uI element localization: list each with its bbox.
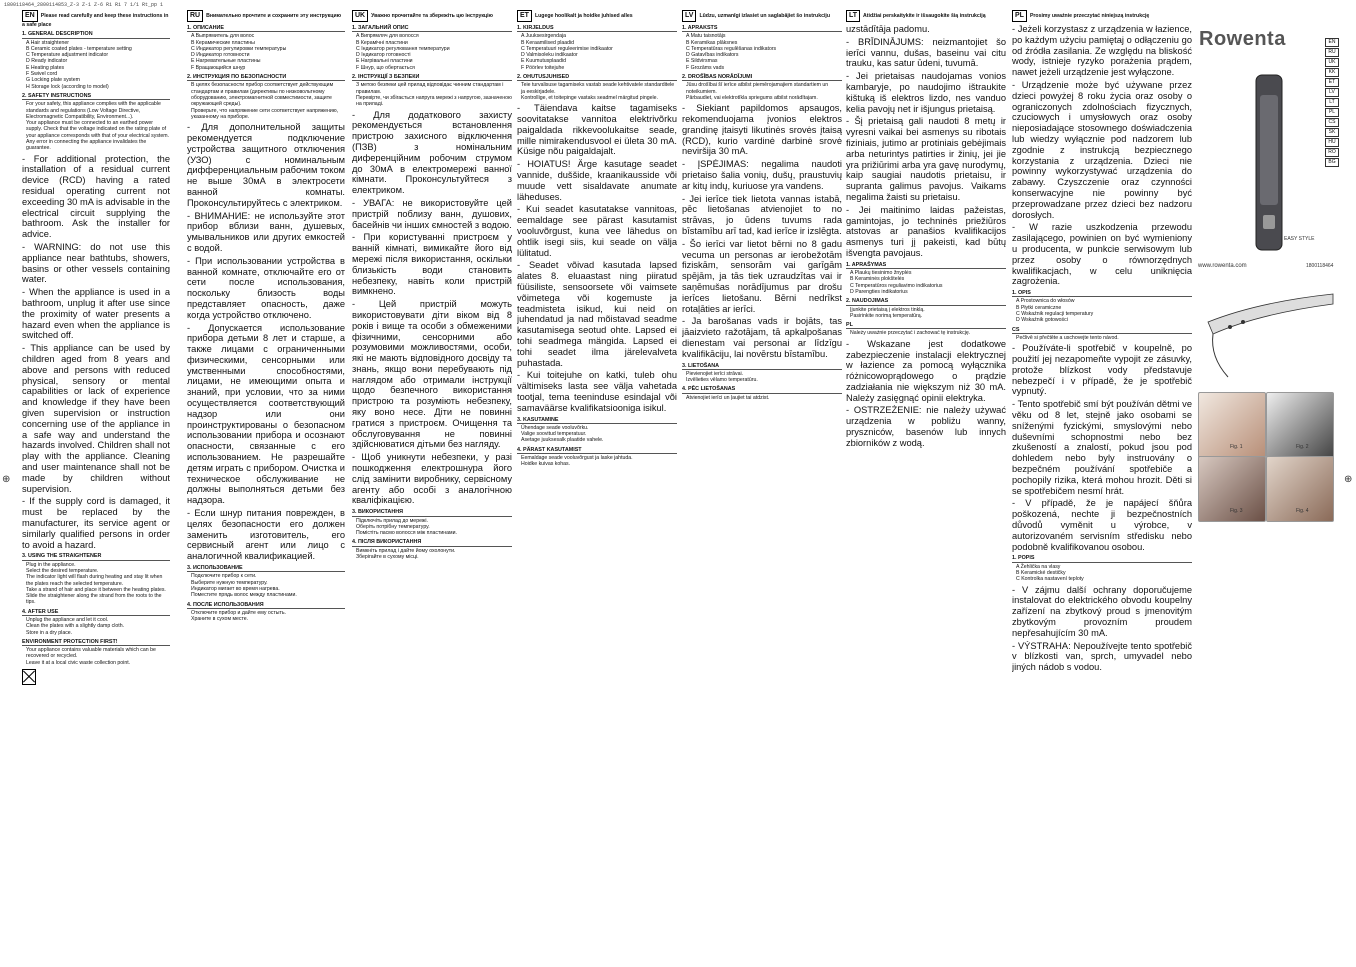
list-item: E Sildvirsmas	[686, 58, 718, 65]
safety-paragraph: - For additional protection, the installation of a residual current device (RCD) having a rated residual operating current not exceeding 30 mA is advisable in the electrical circuit supplying the bathroom. Ask the installer for advice.	[22, 153, 170, 240]
list-item: C Индикатор регулировки температуры	[191, 45, 287, 52]
language-list	[1325, 38, 1339, 168]
section-list	[846, 307, 1006, 320]
section-heading: 2. DROŠĪBAS NORĀDĪJUMI	[682, 74, 842, 81]
section-list	[1012, 298, 1192, 323]
column-title: Lugege hoolikalt ja hoidke juhised alles	[534, 13, 633, 19]
list-item: Вимкніть прилад і дайте йому охолонути.	[356, 547, 456, 554]
list-item: Select the desired temperature.	[26, 567, 99, 574]
safety-paragraph: - HOIATUS! Ärge kasutage seadet vannide, duššide, kraanikausside või muude vett sisaldavate anumate läheduses.	[517, 159, 677, 202]
safety-paragraph: - Jei prietaisas naudojamas vonios kambaryje, po naudojimo ištraukite kištuką iš elektros lizdo, nes vanduo kelia pavojų net ir išjungus prietaisą.	[846, 71, 1006, 114]
list-item: Оберіть потрібну температуру.	[356, 523, 430, 530]
list-item: F Шнур, що обертається	[356, 64, 415, 71]
section-list	[846, 330, 1006, 336]
section-heading: 2. OHUTUSJUHISED	[517, 74, 677, 81]
list-item: Зберігайте в сухому місці.	[356, 554, 419, 561]
list-item: E Нагревательные пластины	[191, 58, 261, 65]
section-heading: 1. ОПИСАНИЕ	[187, 25, 345, 32]
section-heading: CS	[1012, 327, 1192, 334]
product-image	[1196, 55, 1321, 255]
list-item: A Matu taisnotājs	[686, 33, 726, 40]
list-item: З метою безпеки цей прилад відповідає чинним стандартам і правилам.	[356, 82, 504, 95]
list-item: E Heating plates	[26, 64, 65, 71]
language-code: LT	[846, 10, 860, 22]
list-item: F Вращающийся шнур	[191, 64, 246, 71]
list-item: Eemaldage seade vooluvõrgust ja laske jahtuda.	[521, 455, 633, 462]
column-title: Prosimy uważnie przeczytać niniejszą instrukcję	[1029, 13, 1150, 19]
section-list	[22, 647, 170, 666]
section-list	[22, 101, 170, 151]
crossed-bin-icon	[22, 669, 36, 685]
section-list	[517, 82, 677, 101]
section-heading: 1. KIRJELDUS	[517, 25, 677, 32]
safety-paragraph: - ĮSPĖJIMAS: negalima naudoti prietaiso šalia vonių, dušų, praustuvių ar kitų indų, kuriuose yra vandens.	[682, 159, 842, 191]
safety-paragraph: - This appliance can be used by children aged from 8 years and above and persons with reduced physical, sensory or mental capabilities or lack of experience and knowledge if they have been given supervision or instruction concerning use of the appliance in a safe way and understand the hazards involved. Children shall not play with the appliance. Cleaning and user maintenance shall not be made by children without supervision.	[22, 343, 170, 494]
column-uk	[352, 10, 512, 959]
column-title: Atidžiai perskaitykite ir išsaugokite šią instrukciją	[863, 13, 986, 19]
list-item: Перевірте, чи збігається напруга мережі з напругою, зазначеною на приладі.	[356, 94, 512, 108]
safety-paragraph: - Jeżeli korzystasz z urządzenia w łazience, po każdym użyciu pamiętaj o odłączeniu go od źródła zasilania. Ze względu na bliskość wody, istnieje ryzyko porażenia prądem, nawet jeżeli urządzenie jest wyłączone.	[1012, 24, 1192, 78]
section-list	[682, 82, 842, 101]
list-item: D Valmisoleku indikaator	[521, 52, 578, 59]
list-item: B Керамічні пластини	[356, 39, 408, 46]
safety-paragraph: - OSTRZEŻENIE: nie należy używać urządzenia w pobliżu wanny, pryszniców, basenów lub innych zbiorników z wodą.	[846, 405, 1006, 448]
section-heading: 2. ІНСТРУКЦІЇ З БЕЗПЕКИ	[352, 74, 512, 81]
list-item: A Випрямляч для волосся	[356, 33, 419, 40]
website: www.rowenta.com	[1198, 263, 1247, 269]
list-item: D Parengties indikatorius	[850, 288, 908, 295]
safety-paragraph: - Щоб уникнути небезпеки, у разі пошкодження електрошнура його слід замінити виробнику, сервісному агенту або особі з аналогічною кваліфікацією.	[352, 452, 512, 506]
list-item: Pārbaudiet, vai elektrotīkla spriegums atbilst norādītajam.	[686, 94, 818, 101]
safety-paragraph: - Kui toitejuhe on katki, tuleb ohu vältimiseks lasta see välja vahetada tootjal, tema teeninduse esindajal või samaväärse kvalifikatsiooniga isikul.	[517, 370, 677, 413]
section-heading: 1. APRAKSTS	[682, 25, 842, 32]
safety-paragraph: - Если шнур питания поврежден, в целях безопасности его должен заменить изготовитель, его сервисный агент или лицо с аналогичной квалификацией.	[187, 508, 345, 562]
list-item: The indicator light will flash during heating and stay lit when the plates reach the selected temperature.	[26, 574, 163, 587]
list-item: A Žehlička na vlasy	[1016, 563, 1061, 570]
fig4-label: Fig. 4	[1296, 508, 1309, 514]
section-list	[187, 33, 345, 71]
list-item: C Wskaźnik regulacji temperatury	[1016, 311, 1094, 318]
safety-paragraph: - При использовании устройства в ванной комнате, отключайте его от сети после использования, поскольку близость воды представляет опасность, даже когда устройство отключено.	[187, 255, 345, 320]
language-code: ET	[517, 10, 532, 22]
list-item: Выберите нужную температуру.	[191, 579, 268, 586]
column-title: Внимательно прочтите и сохраните эту инструкцию	[206, 13, 342, 19]
list-item: Your appliance must be connected to an earthed power supply. Check that the voltage indicated on the rating plate of your appliance corresponds with that of your electrical system.	[26, 120, 170, 139]
section-list	[846, 270, 1006, 295]
section-list	[352, 548, 512, 561]
section-heading: PL	[846, 322, 1006, 329]
list-item: Kontrollige, et toitepinge vastaks seadmel märgitud pingele.	[521, 94, 658, 101]
section-heading: 3. USING THE STRAIGHTENER	[22, 553, 170, 560]
language-tab: LT	[1325, 98, 1339, 107]
list-item: B Płytki ceramiczne	[1016, 304, 1062, 311]
list-item: Hoidke kuivas kohas.	[521, 461, 571, 468]
section-heading: 1. GENERAL DESCRIPTION	[22, 31, 170, 38]
column-title: Please read carefully and keep these instructions in a safe place	[22, 13, 169, 28]
safety-paragraph: - Для додаткового захисту рекомендується встановлення пристрою захисного відключення (ПЗВ) з номінальним диференційним робочим струмом до 30мА в електромережі ванної кімнати. Проконсультуйтеся з електриком.	[352, 109, 512, 196]
list-item: F Grozāms vads	[686, 64, 725, 71]
list-item: Plug in the appliance.	[26, 561, 76, 568]
list-item: Поместите прядь волос между пластинами.	[191, 592, 297, 599]
language-code: EN	[22, 10, 38, 22]
list-item: Pasirinkite norimą temperatūrą.	[850, 312, 923, 319]
list-item: D Індикатор готовності	[356, 52, 411, 59]
list-item: B Ceramic coated plates - temperature setting	[26, 45, 132, 52]
section-heading: 3. KASUTAMINE	[517, 417, 677, 424]
language-tab: UK	[1325, 58, 1339, 67]
safety-paragraph: - V případě, že je napájecí šňůra poškozená, nechte ji bezpečnostních důvodů vyměnit u výrobce, v autorizovaném servisním středisku nebo podobně kvalifikovanou osobou.	[1012, 498, 1192, 552]
print-header: 1800118464_2800114853_Z-3 Z-1 Z-6 Ri Ri 7 1/1 Rt_pp 1	[4, 2, 164, 8]
section-list	[352, 518, 512, 537]
list-item: Храните в сухом месте.	[191, 616, 249, 623]
list-item: Asetage juuksesalk plaatide vahele.	[521, 437, 604, 444]
list-item: Store in a dry place.	[26, 629, 73, 636]
section-list	[682, 395, 842, 401]
list-item: B Keraminės plokštelės	[850, 276, 905, 283]
list-item: F Swivel cord	[26, 71, 58, 78]
section-list	[22, 562, 170, 606]
section-heading: 4. PÄRAST KASUTAMIST	[517, 447, 677, 454]
list-item: For your safety, this appliance complies with the applicable standards and regulations (Low Voltage Directive, Electromagnetic Compatibility, Environment...).	[26, 101, 161, 120]
list-item: Jūsu drošībai šī ierīce atbilst piemērojamajiem standartiem un noteikumiem.	[686, 82, 829, 95]
language-code: LV	[682, 10, 696, 22]
language-tab: ET	[1325, 78, 1339, 87]
section-list	[187, 573, 345, 598]
safety-paragraph: - Šį prietaisą gali naudoti 8 metų ir vyresni vaikai bei asmenys su ribotais fiziniais, jutimo ar protiniais gebėjimais arba neturintys patirties ir žinių, jei jie yra prižiūrimi arba yra gavę nurodymų, kaip saugiai naudotis prietaisu, ir supranta galimus pavojus. Vaikams negalima žaisti su prietaisu.	[846, 116, 1006, 202]
section-heading: 2. SAFETY INSTRUCTIONS	[22, 93, 170, 100]
safety-paragraph: - WARNING: do not use this appliance near bathtubs, showers, basins or other vessels containing water.	[22, 242, 170, 285]
safety-paragraph: - Šo ierīci var lietot bērni no 8 gadu vecuma un personas ar ierobežotām fiziskām, sensorām vai garīgām spējām, ja tās tiek uzraudzītas vai ir saņēmušas norādījumus par drošu ierīces lietošanu. Bērni nedrīkst rotaļāties ar ierīci.	[682, 238, 842, 314]
list-item: Unplug the appliance and let it cool.	[26, 617, 109, 623]
safety-paragraph: - When the appliance is used in a bathroom, unplug it after use since the proximity of water presents a hazard even when the appliance is switched off.	[22, 287, 170, 341]
section-list	[682, 371, 842, 384]
section-list	[22, 617, 170, 636]
section-list	[1012, 564, 1192, 583]
list-item: C Temperature adjustment indicator	[26, 52, 109, 59]
safety-paragraph: - Wskazane jest dodatkowe zabezpieczenie instalacji elektrycznej w łazience za pomocą wyłącznika różnicowoprądowego o prądzie zadziałania nie większym niż 30 mA. Należy zasięgnąć opinii elektryka.	[846, 338, 1006, 403]
list-item: Clean the plates with a slightly damp cloth.	[26, 623, 125, 630]
safety-paragraph: - Siekiant papildomos apsaugos, rekomenduojama įvonios elektros grandinę įtaisyti likutinės srovės įtaisą (RCD), kurio vardinė darbinė srovė neviršija 30 mA.	[682, 103, 842, 157]
section-list	[682, 33, 842, 71]
list-item: Pievienojiet ierīci strāvai.	[686, 370, 744, 377]
language-code: UK	[352, 10, 368, 22]
list-item: Teie turvalisuse tagamiseks vastab seade kehtivatele standarditele ja eeskirjadele.	[521, 82, 675, 95]
section-heading: 3. LIETOŠANA	[682, 363, 842, 370]
safety-paragraph: - Urządzenie może być używane przez dzieci powyżej 8 roku życia oraz osoby o ograniczonych zdolnościach fizycznych, czuciowych i umysłowych oraz osoby nieposiadające stosownego doświadczenia lub wiedzy wyłącznie pod nadzorem lub zgodnie z instrukcją bezpiecznego korzystania z urządzenia. Dzieci nie powinny wykorzystywać urządzenia do zabawy. Czyszczenie oraz czynności konserwacyjne nie powinny być przeprowadzane przez dzieci bez nadzoru dorosłych.	[1012, 79, 1192, 220]
language-tab: EN	[1325, 38, 1339, 47]
list-item: C Temperatuuri reguleerimise indikaator	[521, 45, 613, 52]
section-list	[22, 40, 170, 90]
section-list	[352, 33, 512, 71]
section-heading: 4. PĒC LIETOŠANAS	[682, 386, 842, 393]
column-ru	[187, 10, 345, 959]
list-item: Izvēlieties vēlamo temperatūru.	[686, 377, 758, 384]
language-tab: LV	[1325, 88, 1339, 97]
list-item: Your appliance contains valuable materials which can be recovered or recycled.	[26, 647, 156, 660]
column-lt	[846, 10, 1006, 959]
list-item: B Keraamilised plaadid	[521, 39, 575, 46]
list-item: A Prostownica do włosów	[1016, 298, 1075, 305]
brand-logo: Rowenta	[1199, 28, 1286, 50]
safety-paragraph: - ВНИМАНИЕ: не используйте этот прибор вблизи ванн, душевых, умывальников или других емкостей с водой.	[187, 210, 345, 253]
list-item: Atvienojiet ierīci un ļaujiet tai atdzist.	[686, 394, 770, 401]
column-pl	[1012, 10, 1192, 959]
section-list	[352, 82, 512, 107]
list-item: B Keramikas plāksnes	[686, 39, 738, 46]
safety-paragraph: - Jei maitinimo laidas pažeistas, gamintojas, jo techninės priežiūros atstovas ar panašios kvalifikacijos asmenys turi jį pakeisti, kad būtų išvengta pavojaus.	[846, 204, 1006, 258]
section-heading: ENVIRONMENT PROTECTION FIRST!	[22, 639, 170, 646]
model-tag: EASY STYLE	[1284, 236, 1315, 242]
section-heading: 2. ИНСТРУКЦИЯ ПО БЕЗОПАСНОСТИ	[187, 74, 345, 81]
language-tab: CS	[1325, 118, 1339, 127]
safety-paragraph: - Ja barošanas vads ir bojāts, tas jāaizvieto ražotājam, tā apkalpošanas dienestam vai personai ar līdzīgu kvalifikāciju, lai novērstu bīstamību.	[682, 316, 842, 359]
section-heading: 4. ПОСЛЕ ИСПОЛЬЗОВАНИЯ	[187, 602, 345, 609]
language-tab: PL	[1325, 108, 1339, 117]
section-list	[187, 610, 345, 623]
safety-paragraph: - V zájmu další ochrany doporučujeme instalovat do elektrického obvodu koupelny zařízení na zbytkový proud s jmenovitým zbytkovým provozním proudem nepřesahujícím 30 mA.	[1012, 584, 1192, 638]
list-item: A Plaukų tiesinimo žnyplės	[850, 270, 912, 277]
safety-paragraph: - Seadet võivad kasutada lapsed alates 8. eluaastast ning piiratud füüsiliste, sensoorsete või vaimsete võimetega või kogemuste ja teadmisteta isikud, kui neid on juhendatud ja nad mõistavad seadme kasutamisega seotud ohte. Lapsed ei tohi seadmega mängida. Lapsed ei tohi seadet ilma järelevalveta puhastada.	[517, 260, 677, 368]
list-item: Pečlivě si přečtěte a uschovejte tento návod.	[1016, 334, 1119, 341]
list-item: G Locking plate system	[26, 77, 80, 84]
list-item: H Storage lock (according to model)	[26, 83, 109, 90]
fig3-label: Fig. 3	[1230, 508, 1243, 514]
section-heading: 4. AFTER USE	[22, 609, 170, 616]
list-item: Należy uważnie przeczytać i zachować tę instrukcję.	[850, 330, 971, 337]
list-item: Slide the straightener along the strand from the roots to the tips.	[26, 593, 162, 606]
safety-paragraph: - Používáte-li spotřebič v koupelně, po použití jej nezapomeňte vypojit ze zásuvky, protože blízkost vody představuje nebezpečí i v případě, že je spotřebič vypnutý.	[1012, 343, 1192, 397]
safety-paragraph: - УВАГА: не використовуйте цей пристрій поблизу ванн, душових, басейнів чи інших ємностей з водою.	[352, 197, 512, 230]
list-item: Valige soovitud temperatuur.	[521, 431, 587, 438]
list-item: B Керамические пластины	[191, 39, 255, 46]
language-code: PL	[1012, 10, 1027, 22]
list-item: C Kontrolka nastavení teploty	[1016, 576, 1084, 583]
section-list	[1012, 335, 1192, 341]
safety-paragraph: - Цей пристрій можуть використовувати діти віком від 8 років і вище та особи з обмеженими фізичними, сенсорними або розумовими можливостями, особи, які не мають відповідного досвіду та знань, якщо вони перебувають під наглядом або отримали інструкції щодо безпечного використання пристрою та розуміють небезпеку, яку воно несе. Діти не повинні гратися з пристроєм. Очищення та обслуговування не повинні здійснюватися дітьми без нагляду.	[352, 299, 512, 450]
safety-paragraph: uzstādītāja padomu.	[846, 24, 930, 34]
column-title: Уважно прочитайте та збережіть цю інструкцію	[371, 13, 493, 19]
list-item: Индикатор мигает во время нагрева.	[191, 585, 280, 592]
list-item: D Ready indicator	[26, 58, 68, 65]
list-item: Leave it at a local civic waste collection point.	[26, 659, 131, 666]
section-list	[187, 82, 345, 120]
language-tab: RO	[1325, 148, 1339, 157]
safety-paragraph: - Kui seadet kasutatakse vannitoas, eemaldage see pärast kasutamist vooluvõrgust, kuna vee lähedus on ohtlik isegi siis, kui seade on välja lülitatud.	[517, 204, 677, 258]
list-item: Ühendage seade vooluvõrku.	[521, 424, 589, 431]
list-item: Подключите прибор к сети.	[191, 573, 257, 580]
registration-mark-right: ⊕	[1344, 474, 1353, 485]
section-heading: 3. ИСПОЛЬЗОВАНИЕ	[187, 565, 345, 572]
section-heading: 1. OPIS	[1012, 290, 1192, 297]
safety-paragraph: - Tento spotřebič smí být používán dětmi ve věku od 8 let, stejně jako osobami se sníženými fyzickými, smyslovými nebo duševními schopnostmi nebo bez zkušeností a znalostí, pokud jsou pod dohledem nebo byly instruovány o bezpečném používání spotřebiče a pochopily rizika, která mohou hrozit. Děti si se spotřebičem nesmí hrát.	[1012, 399, 1192, 496]
list-item: C Індикатор регулювання температури	[356, 45, 450, 52]
list-item: A Выпрямитель для волос	[191, 33, 255, 40]
list-item: F Pöörlev toitejuhe	[521, 64, 565, 71]
safety-paragraph: - W razie uszkodzenia przewodu zasilającego, powinien on być wymieniony u producenta, w punkcie serwisowym lub przez osoby o równorzędnych kwalifikacjach, w celu uniknięcia zagrożenia.	[1012, 222, 1192, 287]
safety-paragraph: - Для дополнительной защиты рекомендуется подключение устройства защитного отключения (УЗО) с номинальным дифференциальным рабочим током не выше 30мА в электросети ванной комнаты. Проконсультируйтесь с электриком.	[187, 122, 345, 208]
safety-paragraph: - Допускается использование прибора детьми 8 лет и старше, а также лицами с ограниченными физическими, сенсорными или умственными способностями, лицами, не имеющими опыта и знаний, при условии, что за ними осуществляется соответствующий надзор или они проинструктированы о безопасном использовании прибора и осознают опасности, связанные с его использованием. Не разрешайте детям играть с прибором. Очистка и техническое обслуживание не должны выполняться детьми без надзора.	[187, 322, 345, 506]
safety-paragraph: - При користуванні пристроєм у ванній кімнаті, вимикайте його від мережі після використання, оскільки близькість води становить небезпеку, навіть коли пристрій вимкнено.	[352, 232, 512, 297]
list-item: D Индикатор готовности	[191, 52, 250, 59]
list-item: C Temperatūros reguliavimo indikatorius	[850, 282, 943, 289]
section-heading: 2. NAUDOJIMAS	[846, 298, 1006, 305]
section-heading: 3. ВИКОРИСТАННЯ	[352, 509, 512, 516]
list-item: В целях безопасности прибор соответствует действующим стандартам и правилам (директивы по низковольтному оборудованию, электромагнитной совместимости, защите окружающей среды).	[191, 82, 334, 108]
language-tab: SK	[1325, 128, 1339, 137]
language-tab: HU	[1325, 138, 1339, 147]
list-item: D Wskaźnik gotowości	[1016, 317, 1068, 324]
list-item: A Juuksesirgendaja	[521, 33, 566, 40]
list-item: Įjunkite prietaisą į elektros tinklą.	[850, 306, 925, 313]
list-item: Помістіть пасмо волосся між пластинами.	[356, 530, 457, 537]
list-item: Take a strand of hair and place it between the heating plates.	[26, 586, 166, 593]
safety-paragraph: - VÝSTRAHA: Nepoužívejte tento spotřebič v blízkosti van, sprch, umyvadel nebo jiných nádob s vodou.	[1012, 640, 1192, 673]
column-en	[22, 10, 170, 959]
language-tab: BG	[1325, 158, 1339, 167]
list-item: A Hair straightener	[26, 39, 69, 46]
language-tab: KK	[1325, 68, 1339, 77]
section-heading: 1. POPIS	[1012, 555, 1192, 562]
fig2-label: Fig. 2	[1296, 444, 1309, 450]
safety-paragraph: - BRĪDINĀJUMS: neizmantojiet šo ierīci vannu, dušas, baseinu vai citu trauku, kas satur ūdeni, tuvumā.	[846, 36, 1006, 69]
section-list	[517, 455, 677, 468]
list-item: C Temperatūras regulēšanas indikators	[686, 45, 777, 52]
list-item: E Kuumutusplaadid	[521, 58, 566, 65]
section-list	[517, 33, 677, 71]
list-item: D Gatavības indikators	[686, 52, 739, 59]
reference-code: 1800118464	[1306, 263, 1334, 269]
column-et	[517, 10, 677, 959]
safety-paragraph: - If the supply cord is damaged, it must be replaced by the manufacturer, its service agent or similarly qualified persons in order to avoid a hazard.	[22, 496, 170, 550]
section-list	[517, 425, 677, 444]
list-item: E Нагрівальні пластини	[356, 58, 413, 65]
straightener-diagram	[1198, 282, 1338, 392]
section-heading: 1. ЗАГАЛЬНИЙ ОПИС	[352, 25, 512, 32]
safety-paragraph: - Täiendava kaitse tagamiseks soovitatakse vannitoa elektrivõrku paigaldada rikkevoolukaitse seade, mille nimirakendusvool ei ületa 30 mA. Küsige nõu paigaldajalt.	[517, 103, 677, 157]
safety-paragraph: - Jei ierīce tiek lietota vannas istabā, pēc lietošanas atvienojiet to no strāvas, jo ūdens tuvums rada bīstamību arī tad, kad ierīce ir izslēgta.	[682, 193, 842, 237]
fig1-label: Fig. 1	[1230, 444, 1243, 450]
list-item: Підключіть прилад до мережі.	[356, 517, 428, 524]
column-title: Lūdzu, uzmanīgi izlasiet un saglabājiet šo instrukciju	[699, 13, 831, 19]
list-item: Any error in connecting the appliance invalidates the guarantee.	[26, 139, 147, 152]
list-item: Отключите прибор и дайте ему остыть.	[191, 609, 287, 616]
section-heading: 1. APRAŠYMAS	[846, 262, 1006, 269]
list-item: Проверьте, что напряжение сети соответствует напряжению, указанному на приборе.	[191, 107, 339, 120]
registration-mark-left: ⊕	[2, 474, 11, 485]
list-item: B Keramické destičky	[1016, 569, 1066, 576]
language-code: RU	[187, 10, 203, 22]
recycling-notice	[22, 669, 170, 685]
section-heading: 4. ПІСЛЯ ВИКОРИСТАННЯ	[352, 539, 512, 546]
column-lv	[682, 10, 842, 959]
language-tab: RU	[1325, 48, 1339, 57]
